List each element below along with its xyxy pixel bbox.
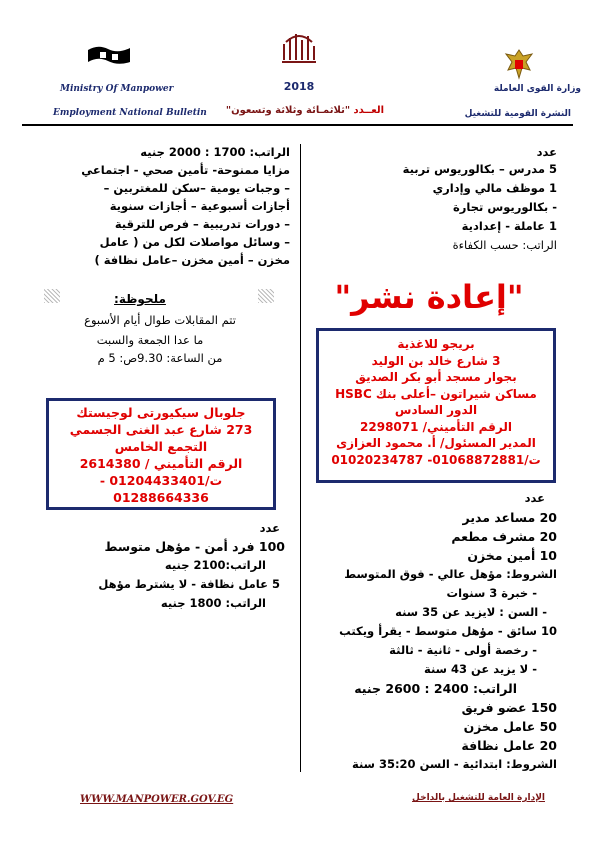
manager-name: المدير المسئول/ أ. محمود العزازى [336,436,536,450]
insurance-number: الرقم التأميني / 2614380 [79,456,243,471]
job-line: 50 عامل مخزن [463,719,557,734]
job-line: 100 فرد أمن - مؤهل متوسط [104,539,285,554]
benefits-line: مزايا ممنوحة- تأمين صحي - اجتماعي [81,163,290,177]
flag-logo [86,44,132,66]
company-name: جلوبال سيكيورتى لوجيستك [76,405,246,420]
job-line: 5 مدرس – بكالوريوس تربية [402,162,557,176]
column-divider [300,144,301,772]
issue-label: العــدد [353,105,385,116]
note-title: ملحوظة: [114,292,166,306]
count-header-left: عدد [259,521,280,535]
issue-value: "ثلاثمـائة وثلاثة وتسعون" [225,105,351,116]
salary-line: الراتب: 2400 : 2600 جنيه [354,681,517,696]
salary-line: الراتب: 1800 جنيه [160,596,266,610]
company-phone: ت/01068872881- 01020234787 [331,452,541,467]
benefits-line: أجازات أسبوعية – أجازات سنوية [109,199,290,213]
salary-line: الراتب:2100 جنيه [164,558,266,572]
reissue-title: "إعادة نشر" [334,278,524,316]
conditions-line: الشروط: ابتدائية - السن 35:20 سنة [351,757,557,771]
salary-line: الراتب: 1700 : 2000 جنيه [140,145,290,159]
job-line: 10 أمين مخزن [467,548,557,563]
company-address: بجوار مسجد أبو بكر الصديق [355,370,517,384]
note-line: من الساعة: 9.30ص: 5 م [97,351,223,365]
bulletin-name-en: Employment National Bulletin [53,108,207,118]
bulletin-name-ar: النشرة القومية للتشغيل [464,109,571,119]
salary-line: الراتب: حسب الكفاءة [452,238,557,252]
hatch-decoration [44,289,60,303]
job-line: - بكالوريوس تجارة [453,200,557,214]
note-line: ما عدا الجمعة والسبت [96,333,204,347]
job-line: 20 عامل نظافة [461,738,557,753]
company-address: 273 شارع عبد الغنى الجسمي [69,422,253,437]
eagle-emblem-icon [504,48,534,82]
hatch-decoration [258,289,274,303]
company-phone: 01288664336 [113,490,209,505]
job-line: 1 عاملة - إعدادية [461,219,557,233]
conditions-line: - رخصة أولى - ثانية - ثالثة [389,643,537,657]
benefits-line: – وسائل مواصلات لكل من ( عامل [99,235,290,249]
benefits-line: – وجبات يومية –سكن للمغتربين – [103,181,290,195]
ministry-name-en: Ministry Of Manpower [60,84,174,94]
job-line: 150 عضو فريق [461,700,557,715]
count-header-right: عدد [536,145,557,159]
company-name: بريجو للاغذية [397,337,475,351]
company-address: 3 شارع خالد بن الوليد [371,353,501,368]
ministry-name-ar: وزارة القوى العاملة [493,84,581,94]
job-line: 5 عامل نظافة - لا يشترط مؤهل [98,577,280,591]
company-floor: الدور السادس [394,403,478,417]
company-box-brigo [316,328,556,483]
job-line: 10 سائق - مؤهل متوسط - يقرأ ويكتب [339,624,557,638]
conditions-line: - خبرة 3 سنوات [446,586,537,600]
benefits-line: مخزن – أمين مخزن –عامل نظافة ) [94,253,290,267]
bulletin-emblem-icon [280,30,318,66]
company-address: مساكن شيراتون –أعلى بنك HSBC [335,386,537,401]
issue-number [215,105,395,116]
company-phone: ت/01204433401 - [99,473,223,488]
job-line: 1 موظف مالي وإداري [432,181,557,195]
conditions-line: - السن : لايزيد عن 35 سنه [395,605,547,619]
benefits-line: – دورات تدريبية – فرص للترقية [114,217,290,231]
department-name: الإدارة العامة للتشغيل بالداخل [412,793,545,803]
year: 2018 [283,80,315,93]
job-line: 20 مشرف مطعم [451,529,557,544]
job-line: 20 مساعد مدير [462,510,557,525]
count-header-right-bottom: عدد [524,491,545,505]
conditions-line: الشروط: مؤهل عالي - فوق المتوسط [344,567,557,581]
company-box-global-security [46,398,276,510]
header-divider [22,124,573,126]
company-address: التجمع الخامس [114,439,208,454]
note-line: تتم المقابلات طوال أيام الأسبوع [84,313,236,327]
website-link[interactable]: WWW.MANPOWER.GOV.EG [80,794,234,805]
conditions-line: - لا يزيد عن 43 سنة [424,662,537,676]
insurance-number: الرقم التأميني/ 2298071 [360,419,512,434]
